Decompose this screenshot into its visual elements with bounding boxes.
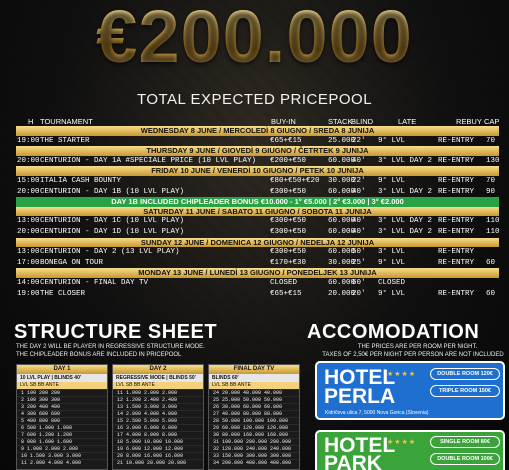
structure-row: 11 2.000 4.000 4.000 <box>17 459 107 466</box>
event-blind: 40' <box>352 187 366 196</box>
structure-table-head: LVL SB BB ANTE <box>209 382 299 389</box>
event-late: 9° LVL <box>378 289 406 298</box>
structure-row: 7 600 1.200 1.200 <box>17 431 107 438</box>
structure-row: 31 100.000 200.000 200.000 <box>209 438 299 445</box>
event-blind: 25' <box>352 258 366 267</box>
event-time: 14:00 <box>17 278 40 287</box>
col-h: H <box>28 117 34 126</box>
structure-row: 28 50.000 100.000 100.000 <box>209 417 299 424</box>
event-rebuy: RE-ENTRY <box>438 156 475 165</box>
event-rebuy: RE-ENTRY <box>438 227 475 236</box>
structure-row: 15 2.500 5.000 5.000 <box>113 417 203 424</box>
event-rebuy: RE-ENTRY <box>438 258 475 267</box>
event-name: CENTURION - DAY 2 (13 LVL PLAY) <box>40 248 180 257</box>
event-name: THE CLOSER <box>40 289 86 298</box>
hotel-perla-address: Kidričeva ulica 7, 5000 Nova Gorica (Slovenia) <box>325 410 429 416</box>
event-blind: 50' <box>352 248 366 257</box>
event-stack: 25.000 <box>328 136 356 145</box>
event-late: 9° LVL <box>378 258 406 267</box>
schedule-row <box>0 187 509 198</box>
structure-row: 24 20.000 40.000 40.000 <box>209 389 299 396</box>
schedule-row <box>0 278 509 289</box>
structure-row: 32 120.000 240.000 240.000 <box>209 445 299 452</box>
event-time: 13:00 <box>17 248 40 257</box>
structure-row: 19 6.000 12.000 12.000 <box>113 445 203 452</box>
structure-row: 11 1.000 2.000 2.000 <box>113 389 203 396</box>
day-banner: FRIDAY 10 JUNE / VENERDÌ 10 GIUGNO / PETEK 10 JUNIJA <box>16 166 499 176</box>
structure-table-title: FINAL DAY TV <box>209 365 299 374</box>
structure-row: 2 100 300 300 <box>17 396 107 403</box>
event-late: 3° LVL DAY 2 <box>378 187 433 196</box>
col-tournament: TOURNAMENT <box>40 117 93 126</box>
event-buyin: CLOSED <box>270 278 298 287</box>
event-cap: 70 <box>486 176 496 185</box>
event-name: CENTURION - DAY 1C (10 LVL PLAY) <box>40 217 185 226</box>
structure-row: 34 200.000 400.000 400.000 <box>209 459 299 466</box>
event-late: 3° LVL DAY 2 <box>378 156 433 165</box>
event-name: BONEGA ON TOUR <box>40 258 104 267</box>
event-time: 15:00 <box>17 176 40 185</box>
structure-row: 9 1.000 2.000 2.000 <box>17 445 107 452</box>
event-late: 3° LVL DAY 2 <box>378 217 433 226</box>
event-buyin: €65+€15 <box>270 136 302 145</box>
event-name: THE STARTER <box>40 136 90 145</box>
event-blind: 60' <box>352 278 366 287</box>
event-time: 17:00 <box>17 258 40 267</box>
event-rebuy: RE-ENTRY <box>438 217 475 226</box>
event-cap: 90 <box>486 187 496 196</box>
structure-table-1 <box>16 364 108 470</box>
event-late: CLOSED <box>378 278 406 287</box>
event-blind: 20' <box>352 289 366 298</box>
structure-row: 17 4.000 8.000 8.000 <box>113 431 203 438</box>
hotel-perla-line2: PERLA <box>324 385 396 408</box>
schedule-table <box>0 126 509 299</box>
structure-row: 10 1.500 3.000 3.000 <box>17 452 107 459</box>
day-banner: SATURDAY 11 JUNE / SABATO 11 GIUGNO / SOBOTA 11 JUNIJA <box>16 207 499 217</box>
day-banner: THURSDAY 9 JUNE / GIOVEDÌ 9 GIUGNO / ČETRTEK 9 JUNIJA <box>16 146 499 156</box>
structure-table-2 <box>112 364 204 470</box>
event-stack: 30.000 <box>328 258 356 267</box>
structure-row: 16 3.000 6.000 6.000 <box>113 424 203 431</box>
structure-row: 21 10.000 20.000 20.000 <box>113 459 203 466</box>
event-stack: 30.000 <box>328 176 356 185</box>
event-rebuy: RE-ENTRY <box>438 248 475 257</box>
structure-row: 8 800 1.600 1.600 <box>17 438 107 445</box>
col-stack: STACK <box>328 117 353 126</box>
event-late: 3° LVL DAY 2 <box>378 227 433 236</box>
structure-row: 4 300 600 600 <box>17 410 107 417</box>
schedule-row <box>0 258 509 269</box>
schedule-row <box>0 227 509 238</box>
event-cap: 60 <box>486 258 496 267</box>
hotel-park-card[interactable] <box>315 430 505 470</box>
structure-table-3 <box>208 364 300 470</box>
event-time: 20:00 <box>17 156 40 165</box>
event-buyin: €80+€50+€20 <box>270 176 320 185</box>
schedule-row <box>0 156 509 167</box>
event-time: 20:00 <box>17 187 40 196</box>
structure-row: 20 8.000 16.000 16.000 <box>113 452 203 459</box>
event-buyin: €65+€15 <box>270 289 302 298</box>
structure-row: 25 25.000 50.000 50.000 <box>209 396 299 403</box>
structure-row: 29 60.000 120.000 120.000 <box>209 424 299 431</box>
event-name: CENTURION - DAY 1B (10 LVL PLAY) <box>40 187 185 196</box>
event-rebuy: RE-ENTRY <box>438 289 475 298</box>
event-stack: 60.000 <box>328 156 356 165</box>
structure-row: 6 500 1.000 1.000 <box>17 424 107 431</box>
event-blind: 22' <box>352 176 366 185</box>
event-buyin: €300+€50 <box>270 248 307 257</box>
hotel-park-line2: PARK <box>324 452 382 470</box>
schedule-row <box>0 136 509 147</box>
hotel-perla-stars: ★★★★ <box>387 371 417 378</box>
event-name: ITALIA CASH BOUNTY <box>40 176 122 185</box>
col-late: LATE <box>398 117 417 126</box>
event-blind: 40' <box>352 227 366 236</box>
day-banner: MONDAY 13 JUNE / LUNEDÌ 13 GIUGNO / PONEDELJEK 13 JUNIJA <box>16 268 499 278</box>
event-time: 13:00 <box>17 217 40 226</box>
event-cap: 60 <box>486 289 496 298</box>
day-banner: WEDNESDAY 8 JUNE / MERCOLEDÌ 8 GIUGNO / SREDA 8 JUNIJA <box>16 126 499 136</box>
event-buyin: €170+€30 <box>270 258 307 267</box>
structure-row: 1 100 200 200 <box>17 389 107 396</box>
structure-sub2: THE CHIPLEADER BONUS ARE INCLUDED IN PRICEPOOL <box>16 352 182 358</box>
col-rebuy: REBUY <box>456 117 482 126</box>
hotel-perla-offer2: TRIPLE ROOM 150€ <box>430 385 500 397</box>
schedule-row <box>0 289 509 300</box>
event-stack: 60.000 <box>328 217 356 226</box>
structure-row: 3 200 400 400 <box>17 403 107 410</box>
col-buyin: BUY-IN <box>271 117 296 126</box>
event-buyin: €300+€50 <box>270 217 307 226</box>
hotel-park-offer2: DOUBLE ROOM 100€ <box>430 453 500 465</box>
hotel-perla-card[interactable] <box>315 361 505 420</box>
event-blind: 22' <box>352 136 366 145</box>
hotel-park-offer1: SINGLE ROOM 80€ <box>430 436 500 448</box>
hotel-perla-offer1: DOUBLE ROOM 120€ <box>430 368 500 380</box>
event-late: 3° LVL <box>378 248 406 257</box>
accomodation-title: ACCOMODATION <box>307 321 480 343</box>
schedule-row <box>0 176 509 187</box>
structure-row: 13 1.500 3.000 3.000 <box>113 403 203 410</box>
structure-row: 26 30.000 60.000 60.000 <box>209 403 299 410</box>
event-blind: 40' <box>352 217 366 226</box>
event-name: CENTURION - FINAL DAY TV <box>40 278 149 287</box>
structure-row: 12 1.200 2.400 2.400 <box>113 396 203 403</box>
structure-sub1: THE DAY 2 WILL BE PLAYER IN REGRESSIVE STRUCTURE MODE. <box>16 344 205 350</box>
structure-table-title: DAY 2 <box>113 365 203 374</box>
event-blind: 40' <box>352 156 366 165</box>
event-buyin: €200+€50 <box>270 156 307 165</box>
event-rebuy: RE-ENTRY <box>438 176 475 185</box>
structure-row: 33 150.000 300.000 300.000 <box>209 452 299 459</box>
event-rebuy: RE-ENTRY <box>438 187 475 196</box>
col-blind: BLIND <box>351 117 374 126</box>
structure-row: 30 80.000 160.000 160.000 <box>209 431 299 438</box>
structure-row: 27 40.000 80.000 80.000 <box>209 410 299 417</box>
event-stack: 60.000 <box>328 187 356 196</box>
structure-table-subtitle: 10 LVL PLAY | BLINDS 40' <box>17 374 107 382</box>
structure-table-head: LVL SB BB ANTE <box>113 382 203 389</box>
structure-table-title: DAY 1 <box>17 365 107 374</box>
day-banner: SUNDAY 12 JUNE / DOMENICA 12 GIUGNO / NEDELJA 12 JUNIJA <box>16 238 499 248</box>
event-cap: 110 <box>486 217 500 226</box>
event-time: 20:00 <box>17 227 40 236</box>
structure-title: STRUCTURE SHEET <box>14 321 218 343</box>
prize-subline: TOTAL EXPECTED PRICEPOOL <box>136 91 373 108</box>
structure-table-subtitle: REGRESSIVE MODE | BLINDS 50' <box>113 374 203 382</box>
event-cap: 110 <box>486 227 500 236</box>
event-stack: 20.000 <box>328 289 356 298</box>
event-cap: 130 <box>486 156 500 165</box>
event-time: 19:00 <box>17 136 40 145</box>
event-stack: 60.000 <box>328 278 356 287</box>
schedule-row <box>0 216 509 227</box>
chipleader-bonus-banner: DAY 1B INCLUDED CHIPLEADER BONUS €10.000 - 1° €5.000 | 2° €3.000 | 3° €2.000 <box>16 197 499 207</box>
schedule-row <box>0 247 509 258</box>
hotel-park-line1: HOTEL <box>324 434 396 457</box>
event-late: 9° LVL <box>378 136 406 145</box>
event-time: 19:00 <box>17 289 40 298</box>
structure-table-head: LVL SB BB ANTE <box>17 382 107 389</box>
event-buyin: €300+€50 <box>270 187 307 196</box>
event-late: 9° LVL <box>378 176 406 185</box>
event-stack: 60.000 <box>328 227 356 236</box>
event-cap: 70 <box>486 136 496 145</box>
structure-table-subtitle: BLINDS 60' <box>209 374 299 382</box>
event-name: CENTURION - DAY 1A #SPECIALE PRICE (10 LVL PLAY) <box>40 156 257 165</box>
hotel-park-stars: ★★★★ <box>387 439 417 446</box>
structure-row: 14 2.000 4.000 4.000 <box>113 410 203 417</box>
structure-row: 5 400 800 800 <box>17 417 107 424</box>
prize-headline: €200.000 <box>0 0 509 79</box>
event-rebuy: RE-ENTRY <box>438 136 475 145</box>
event-stack: 60.000 <box>328 248 356 257</box>
hotel-perla-line1: HOTEL <box>324 366 396 389</box>
col-cap: CAP <box>484 117 500 126</box>
accomodation-sub1: THE PRICES ARE PER ROOM PER NIGHT. <box>357 344 478 350</box>
event-buyin: €300+€50 <box>270 227 307 236</box>
event-name: CENTURION - DAY 1D (10 LVL PLAY) <box>40 227 185 236</box>
structure-row: 18 5.000 10.000 10.000 <box>113 438 203 445</box>
accomodation-sub2: TAXES OF 2,50€ PER NIGHT PER PERSON ARE NOT INCLUDED <box>322 352 504 358</box>
